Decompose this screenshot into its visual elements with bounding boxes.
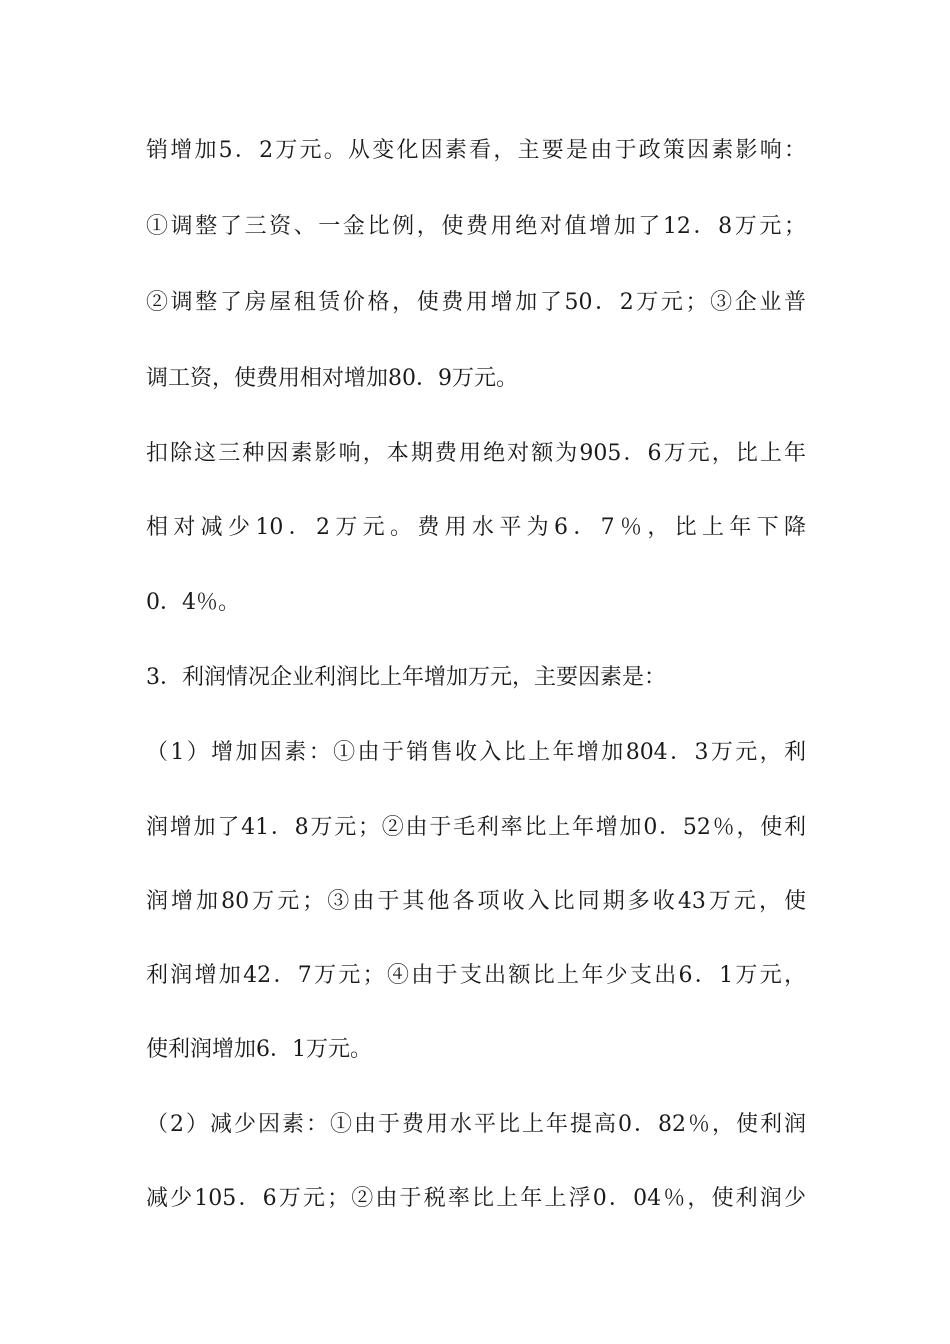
paragraph-line: 扣除这三种因素影响，本期费用绝对额为905．6万元，比上年 — [146, 441, 806, 466]
paragraph-line: 润增加80万元；③由于其他各项收入比同期多收43万元，使 — [146, 889, 806, 914]
paragraph-line: ①调整了三资、一金比例，使费用绝对值增加了12．8万元； — [146, 214, 806, 239]
paragraph-line: 调工资，使费用相对增加80．9万元。 — [146, 366, 518, 391]
paragraph-line: （1）增加因素：①由于销售收入比上年增加804．3万元，利 — [146, 740, 806, 765]
paragraph-line: 销增加5．2万元。从变化因素看，主要是由于政策因素影响： — [146, 138, 806, 163]
paragraph-line: ②调整了房屋租赁价格，使费用增加了50．2万元；③企业普 — [146, 290, 806, 315]
paragraph-line: 相对减少10．2万元。费用水平为6．7％，比上年下降 — [146, 515, 806, 540]
paragraph-line: 减少105．6万元；②由于税率比上年上浮0．04％，使利润少 — [146, 1186, 806, 1211]
paragraph-line: 润增加了41．8万元；②由于毛利率比上年增加0．52％，使利 — [146, 815, 806, 840]
paragraph-line: 0．4％。 — [146, 590, 240, 615]
paragraph-line: 利润增加42．7万元；④由于支出额比上年少支出6．1万元， — [146, 963, 806, 988]
paragraph-line: （2）减少因素：①由于费用水平比上年提高0．82％，使利润 — [146, 1112, 806, 1137]
paragraph-line: 使利润增加6．1万元。 — [146, 1037, 372, 1062]
section-heading: 3．利润情况企业利润比上年增加万元，主要因素是： — [146, 665, 666, 690]
